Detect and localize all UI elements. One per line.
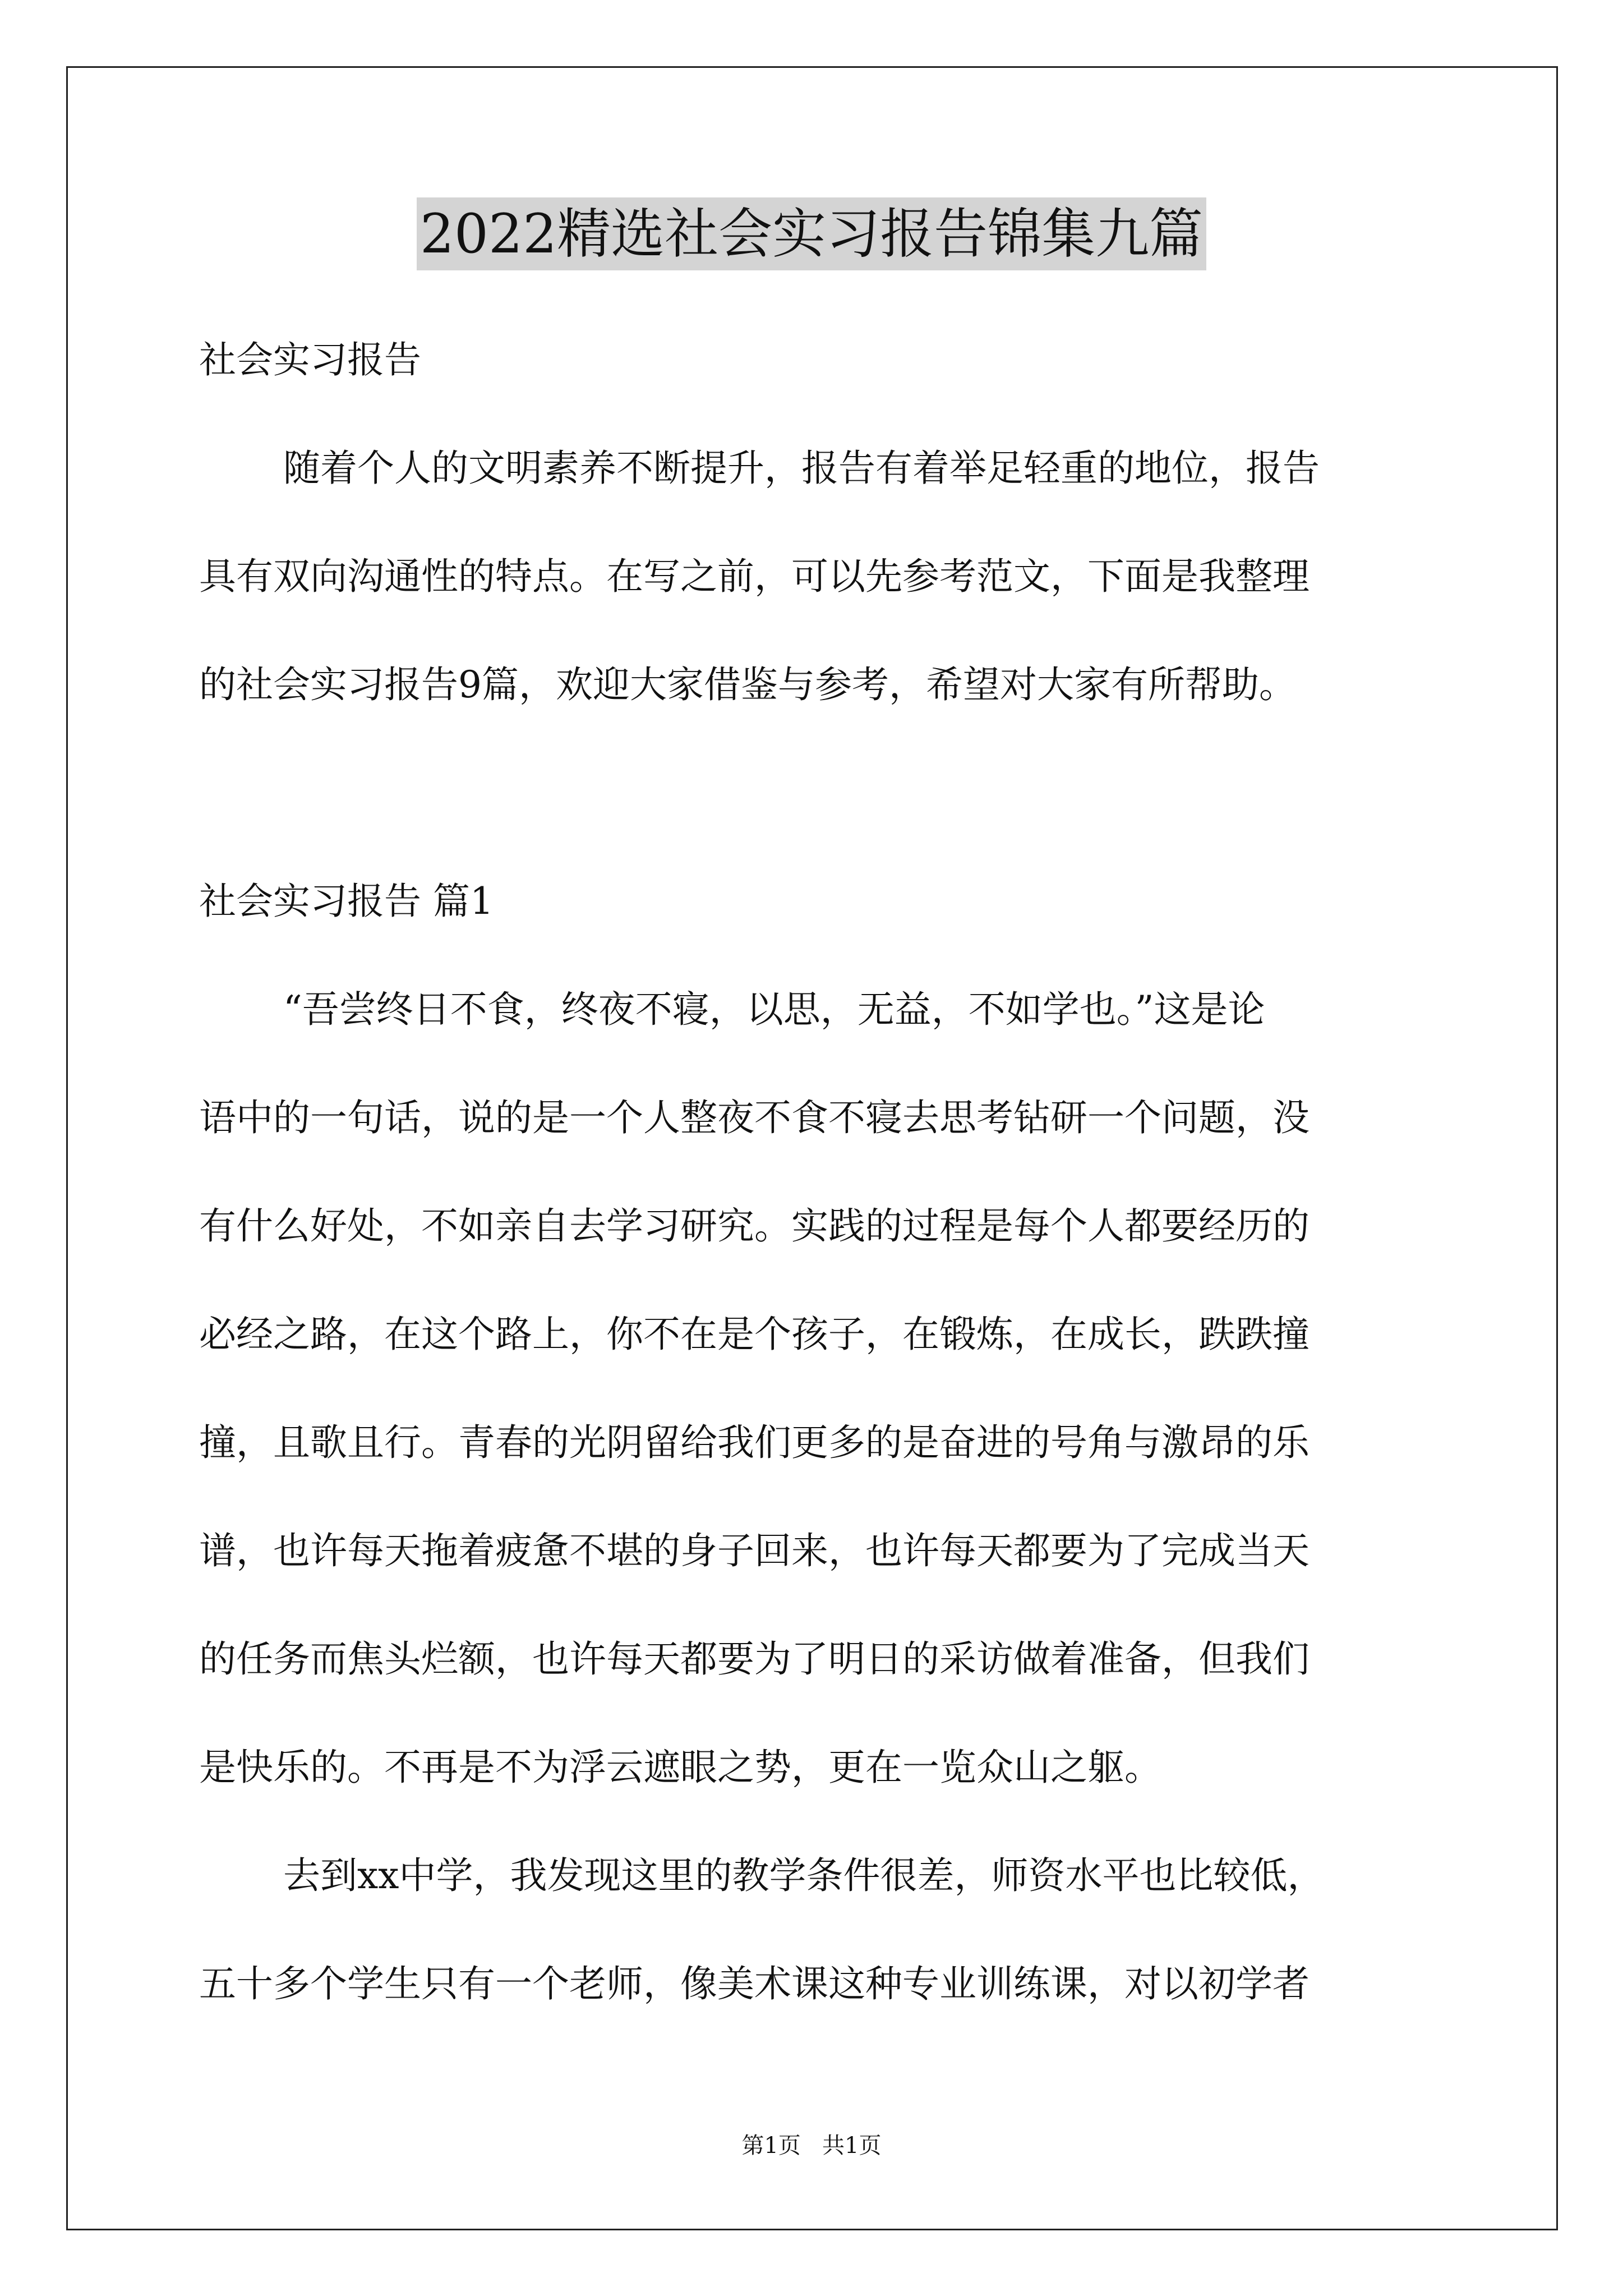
body-line: 去到xx中学，我发现这里的教学条件很差，师资水平也比较低， [283,1854,1325,1897]
title-container [0,197,1623,270]
body-line: 的任务而焦头烂额，也许每天都要为了明日的采访做着准备，但我们 [199,1637,1310,1681]
body-line: 谱，也许每天拖着疲惫不堪的身子回来，也许每天都要为了完成当天 [199,1529,1310,1572]
body-line: 社会实习报告 [199,338,421,381]
body-line: “吾尝终日不食，终夜不寝，以思，无益，不如学也。”这是论 [283,988,1265,1031]
body-line: 是快乐的。不再是不为浮云遮眼之势，更在一览众山之躯。 [199,1746,1161,1789]
document-title: 2022精选社会实习报告锦集九篇 [417,197,1206,270]
body-line: 具有双向沟通性的特点。在写之前，可以先参考范文，下面是我整理 [199,555,1310,598]
body-line: 必经之路，在这个路上，你不在是个孩子，在锻炼，在成长，跌跌撞 [199,1313,1310,1356]
page-footer: 第1页 共1页 [741,2133,882,2159]
document-body [199,306,1433,2038]
body-line: 的社会实习报告9篇，欢迎大家借鉴与参考，希望对大家有所帮助。 [199,663,1296,706]
body-line: 语中的一句话，说的是一个人整夜不食不寝去思考钻研一个问题，没 [199,1096,1310,1139]
section-heading: 社会实习报告 篇1 [199,880,494,923]
body-line: 撞，且歌且行。青春的光阴留给我们更多的是奋进的号角与激昂的乐 [199,1421,1310,1464]
body-line: 有什么好处，不如亲自去学习研究。实践的过程是每个人都要经历的 [199,1204,1310,1248]
blank-line [199,739,1433,847]
body-line: 五十多个学生只有一个老师，像美术课这种专业训练课，对以初学者 [199,1962,1310,2005]
body-line: 随着个人的文明素养不断提升，报告有着举足轻重的地位，报告 [283,447,1320,490]
